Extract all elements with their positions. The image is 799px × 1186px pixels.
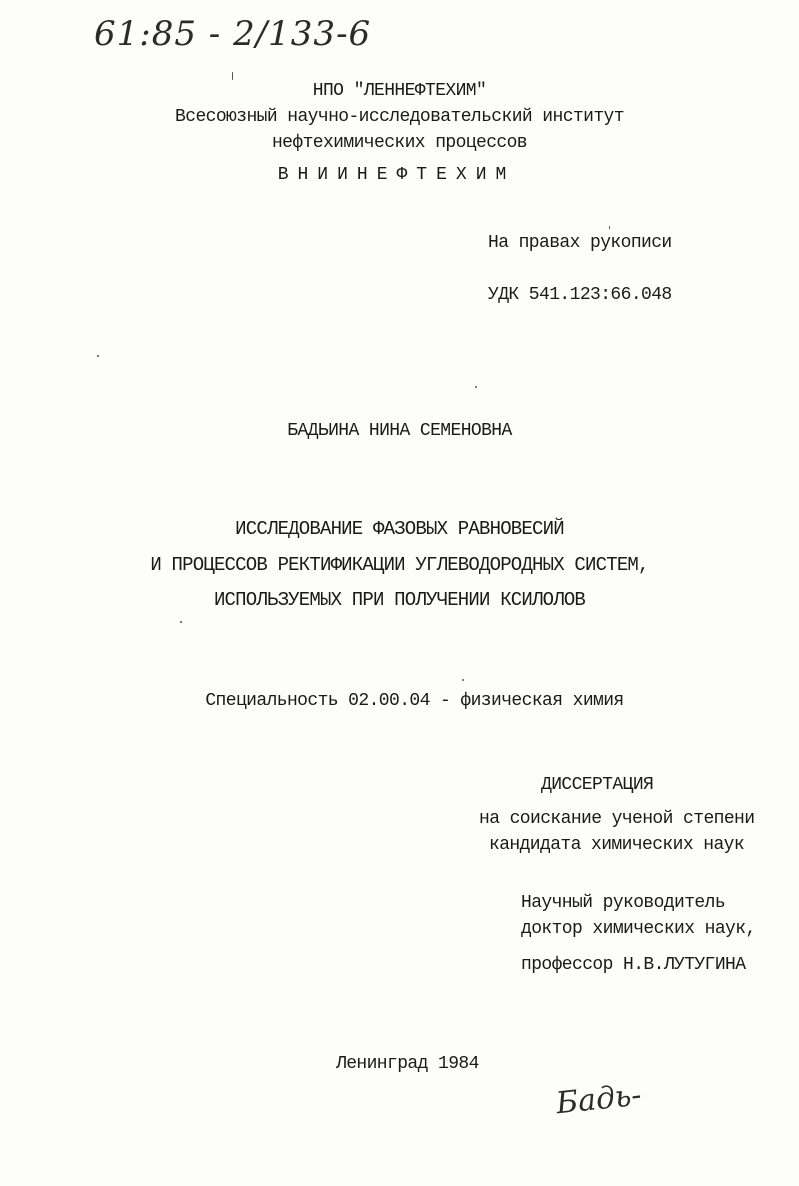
author-name: БАДЬИНА НИНА СЕМЕНОВНА: [287, 421, 512, 441]
institute-name-line1: Всесоюзный научно-исследовательский институт: [175, 107, 624, 127]
udk-code: УДК 541.123:66.048: [488, 285, 672, 305]
specialty: Специальность 02.00.04 - физическая химия: [205, 691, 624, 711]
dissertation-heading: ДИССЕРТАЦИЯ: [541, 775, 654, 795]
thesis-title-line3: ИСПОЛЬЗУЕМЫХ ПРИ ПОЛУЧЕНИИ КСИЛОЛОВ: [213, 589, 586, 611]
scan-speck: [180, 621, 182, 623]
institute-name-line2: нефтехимических процессов: [271, 133, 528, 153]
degree-line1: на соискание ученой степени: [479, 809, 755, 829]
degree-line2: кандидата химических наук: [489, 835, 745, 855]
place-year: Ленинград 1984: [336, 1054, 479, 1074]
institute-abbreviation: ВНИИНЕФТЕХИМ: [277, 165, 516, 185]
manuscript-rights: На правах рукописи: [488, 233, 672, 253]
thesis-title-line1: ИССЛЕДОВАНИЕ ФАЗОВЫХ РАВНОВЕСИЙ: [235, 518, 564, 540]
supervisor-line2: доктор химических наук,: [521, 919, 756, 939]
supervisor-line3: профессор Н.В.ЛУТУГИНА: [521, 955, 746, 975]
scan-speck: [609, 226, 610, 229]
organization-npo: НПО "ЛЕННЕФТЕХИМ": [312, 81, 487, 101]
scan-speck: [462, 679, 464, 681]
supervisor-line1: Научный руководитель: [521, 893, 726, 913]
thesis-title-line2: И ПРОЦЕССОВ РЕКТИФИКАЦИИ УГЛЕВОДОРОДНЫХ СИСТЕМ,: [150, 554, 649, 576]
scan-speck: [97, 355, 99, 357]
scan-speck: [475, 386, 477, 388]
archive-code: 61:85 - 2/133-6: [94, 14, 372, 54]
scan-speck: [232, 72, 233, 80]
signature: Бадь-: [554, 1077, 644, 1122]
